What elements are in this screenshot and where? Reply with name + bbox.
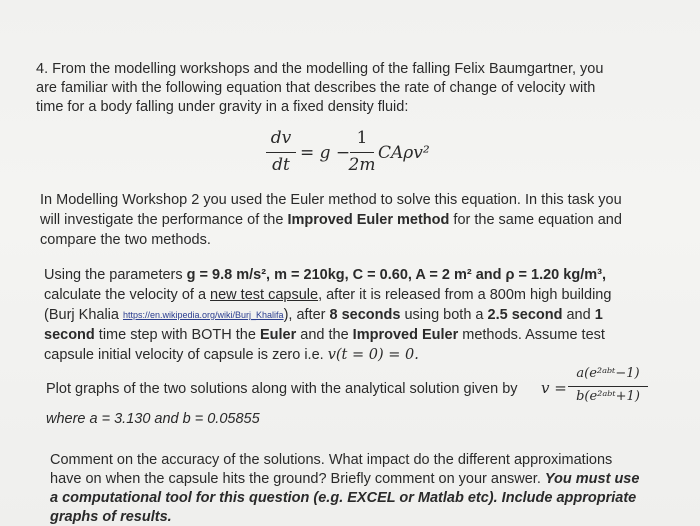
para5-line-3: a computational tool for this question (e.g. EXCEL or Matlab etc). Include appropriate xyxy=(50,490,637,506)
analytical-v: v = xyxy=(541,379,567,397)
para4-line-1: Plot graphs of the two solutions along with the analytical solution given by xyxy=(46,381,518,397)
para2-line-1: In Modelling Workshop 2 you used the Euler method to solve this equation. In this task you xyxy=(40,192,622,208)
para2-line-3: compare the two methods. xyxy=(40,232,211,248)
para4-line-2: where a = 3.130 and b = 0.05855 xyxy=(46,411,260,427)
para3-line-2: calculate the velocity of a new test capsule, after it is released from a 800m high building xyxy=(44,287,612,303)
para3-line-5: capsule initial velocity of capsule is zero i.e. v(t = 0) = 0. xyxy=(44,347,419,363)
fraction-bar xyxy=(350,152,374,153)
para5-line-4: graphs of results. xyxy=(50,509,172,525)
para3-line-3: (Burj Khalia https://en.wikipedia.org/wiki/Burj_Khalifa), after 8 seconds using both a 2.5 second and 1 xyxy=(44,307,603,323)
question-intro-line-3: time for a body falling under gravity in a fixed density fluid: xyxy=(36,99,409,115)
question-page: 4. From the modelling workshops and the modelling of the falling Felix Baumgartner, you are familiar with the following equation that describes the rate of change of velocity with time for a body falling under gravity in a fixed density fluid: dv dt = g − 1 2m CAρv² In Modelling Workshop 2 you used the Euler method to solve this equation. In this task you will investigate the performance of the Improved Euler method for the same equation and compare the two methods. Using the parameters g = 9.8 m/s², m = 210kg, C = 0.60, A = 2 m² and ρ = 1.20 kg/m³, calculate the velocity of a new test capsule, after it is released from a 800m high building (Burj Khalia https://en.wikipedia.org/wiki/Burj_Khalifa), after 8 seconds using both a 2.5 second and 1 second time step with BOTH the Euler and the Improved Euler methods. Assume test capsule initial velocity of capsule is zero i.e. v(t = 0) = 0. Plot graphs of the two solutions along with the analytical solution given by v = a(e²ᵃᵇᵗ−1) b(e²ᵃᵇᵗ+1) where a = 3.130 and b = 0.05855 Comment on the accuracy of the solutions. What impact do the different approximations have on when the capsule hits the ground? Briefly comment on your answer. You must use a computational tool for this question (e.g. EXCEL or Matlab etc). Include appropriate graphs of results. xyxy=(0,0,700,526)
para2-line-2: will investigate the performance of the Improved Euler method for the same equation and xyxy=(40,212,622,228)
fraction-bar xyxy=(568,386,648,387)
fraction-bar xyxy=(266,152,296,153)
analytical-numerator: a(e²ᵃᵇᵗ−1) xyxy=(576,366,640,381)
question-intro-line-2: are familiar with the following equation that describes the rate of change of velocity with xyxy=(36,80,596,96)
burj-khalifa-link[interactable]: https://en.wikipedia.org/wiki/Burj_Khalifa xyxy=(122,310,284,321)
para5-line-1: Comment on the accuracy of the solutions. What impact do the different approximations xyxy=(50,452,613,468)
analytical-denominator: b(e²ᵃᵇᵗ+1) xyxy=(576,389,640,404)
para3-line-1: Using the parameters g = 9.8 m/s², m = 210kg, C = 0.60, A = 2 m² and ρ = 1.20 kg/m³, xyxy=(44,267,606,283)
question-intro-line-1: 4. From the modelling workshops and the modelling of the falling Felix Baumgartner, you xyxy=(36,61,604,77)
para3-line-4: second time step with BOTH the Euler and the Improved Euler methods. Assume test xyxy=(44,327,605,343)
para5-line-2: have on when the capsule hits the ground? Briefly comment on your answer. You must use xyxy=(50,471,640,487)
question-number: 4. xyxy=(36,61,49,77)
